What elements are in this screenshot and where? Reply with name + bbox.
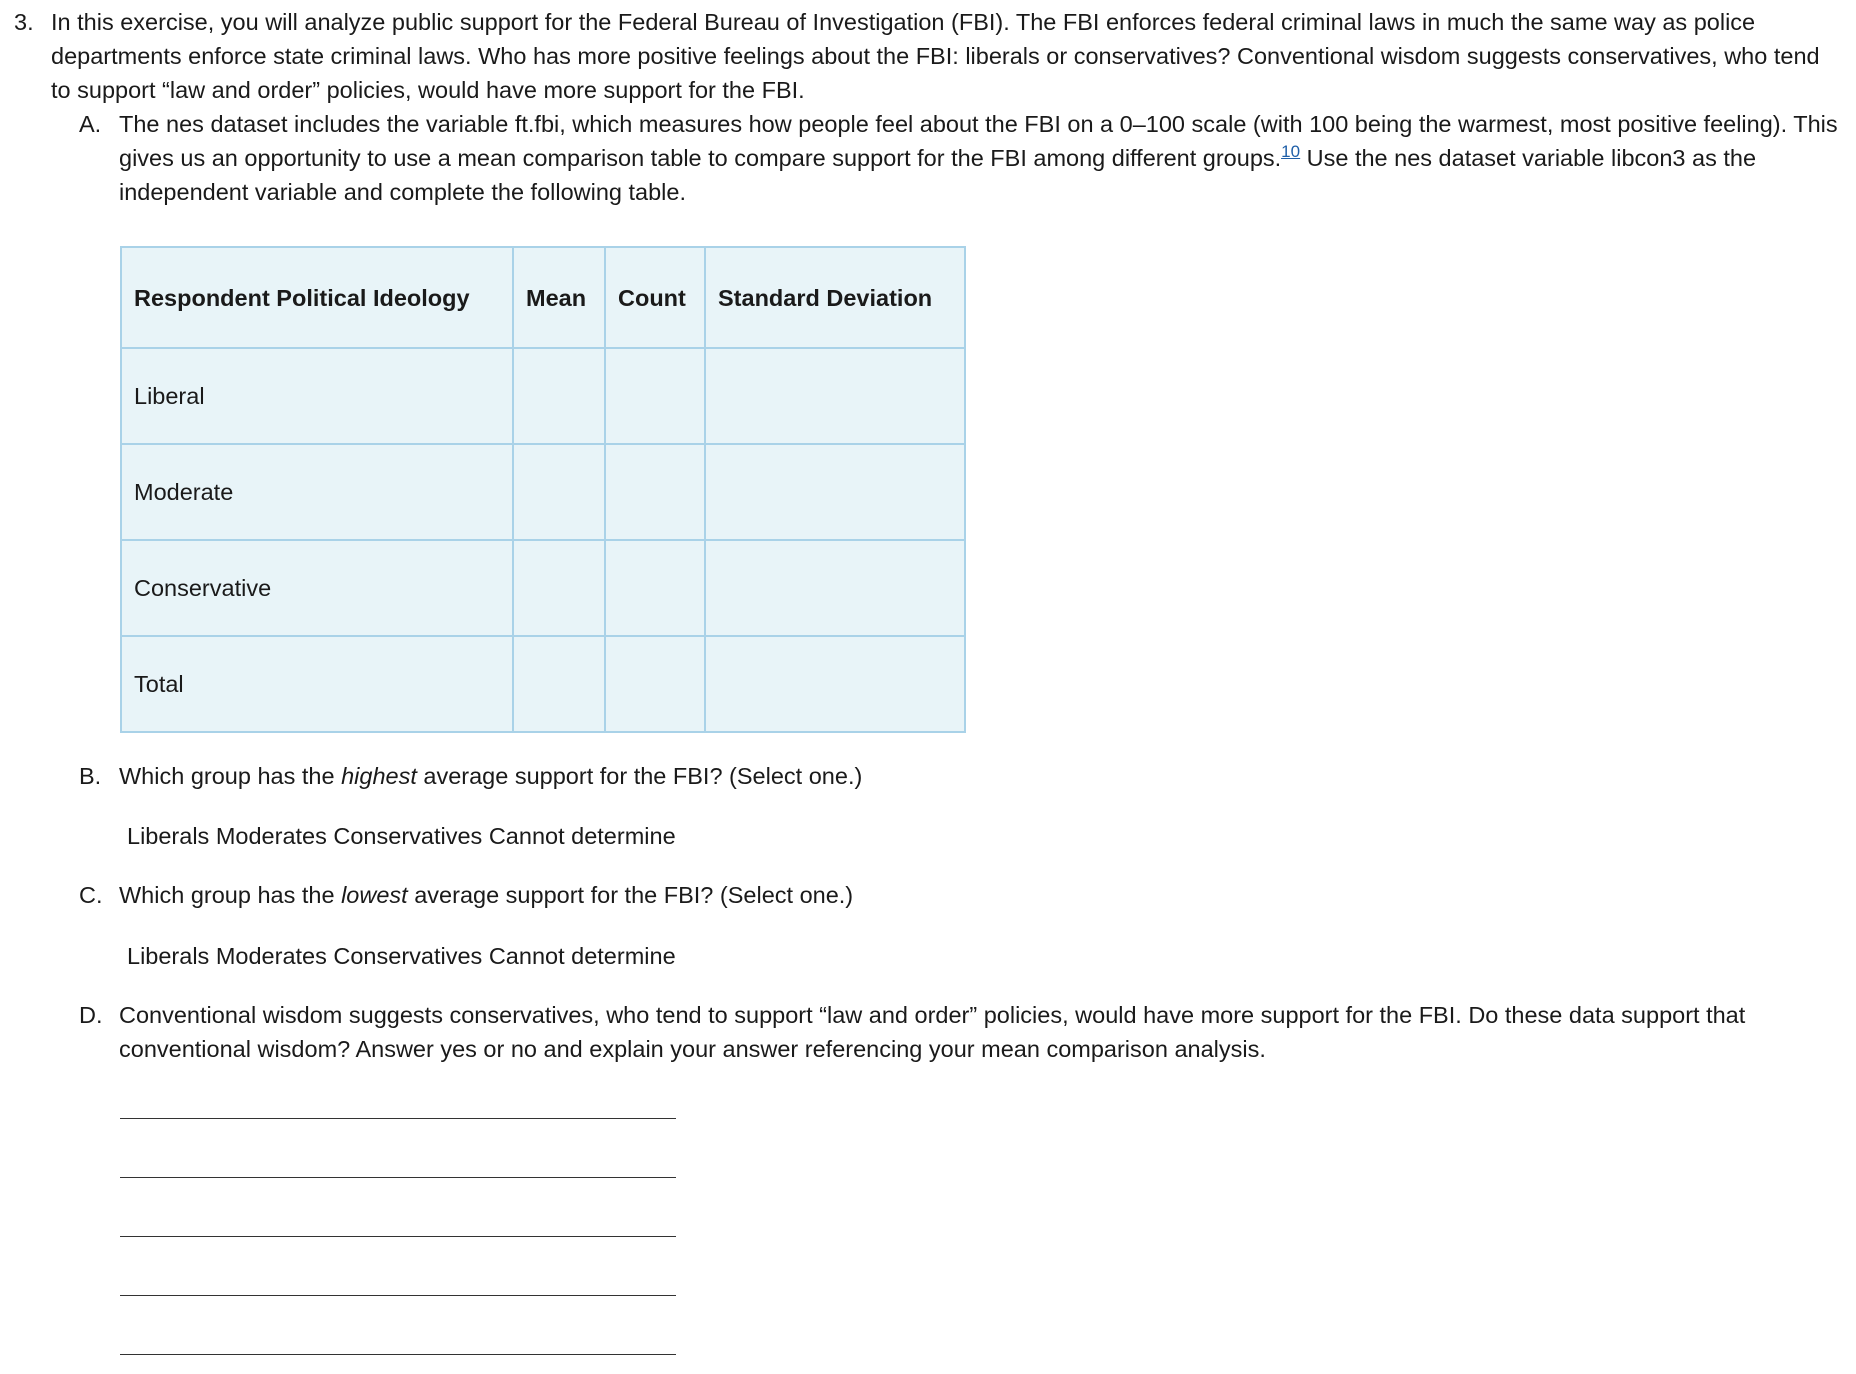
option-liberals[interactable]: Liberals xyxy=(127,823,210,849)
part-c-letter: C. xyxy=(79,882,103,908)
table-row-total xyxy=(121,636,965,732)
cell-sd-conservative[interactable] xyxy=(705,540,965,636)
cell-sd-liberal[interactable] xyxy=(705,348,965,444)
part-a-text-before: The nes dataset includes the variable ft.fbi, which measures how people feel about the FBI on a 0–100 scale (with 100 being the warmest, most positive feeling). This gives us an opportunity to use a mean comparison table to compare support for the FBI among different groups. xyxy=(119,111,1838,171)
part-b-prefix: Which group has the xyxy=(119,763,342,789)
header-standard-deviation: Standard Deviation xyxy=(705,247,965,348)
part-c-options xyxy=(127,939,676,973)
footnote-number[interactable]: 10 xyxy=(1281,142,1301,161)
cell-count-moderate[interactable] xyxy=(605,444,705,540)
table-header-row xyxy=(121,247,965,348)
answer-line[interactable] xyxy=(120,1118,676,1119)
table-row-moderate xyxy=(121,444,965,540)
part-c-emphasis: lowest xyxy=(341,882,408,908)
option-moderates[interactable]: Moderates xyxy=(215,823,327,849)
part-a-letter: A. xyxy=(79,111,102,137)
row-label: Moderate xyxy=(121,444,513,540)
part-c-prefix: Which group has the xyxy=(119,882,342,908)
part-d-text: Conventional wisdom suggests conservatives, who tend to support “law and order” policies, would have more support for the FBI. Do these data support that conventional wisdom? Answer yes or no and explain your answer referencing your mean comparison analysis. xyxy=(119,1002,1746,1062)
part-d-letter: D. xyxy=(79,1002,103,1028)
cell-count-conservative[interactable] xyxy=(605,540,705,636)
option-cannot-determine[interactable]: Cannot determine xyxy=(488,943,676,969)
option-moderates[interactable]: Moderates xyxy=(215,943,327,969)
table-row-conservative xyxy=(121,540,965,636)
header-mean: Mean xyxy=(513,247,605,348)
row-label: Conservative xyxy=(121,540,513,636)
cell-mean-liberal[interactable] xyxy=(513,348,605,444)
part-d xyxy=(79,998,1849,1066)
answer-line[interactable] xyxy=(120,1177,676,1178)
table-row-liberal xyxy=(121,348,965,444)
mean-comparison-table xyxy=(120,246,966,733)
cell-sd-moderate[interactable] xyxy=(705,444,965,540)
row-label: Total xyxy=(121,636,513,732)
row-label: Liberal xyxy=(121,348,513,444)
question-3 xyxy=(14,5,1844,107)
cell-count-liberal[interactable] xyxy=(605,348,705,444)
part-a-text-after: Use the nes dataset variable libcon3 as the independent variable and complete the following table. xyxy=(119,145,1757,205)
header-ideology: Respondent Political Ideology xyxy=(121,247,513,348)
cell-mean-moderate[interactable] xyxy=(513,444,605,540)
cell-mean-conservative[interactable] xyxy=(513,540,605,636)
part-c-text xyxy=(119,878,1849,912)
header-count: Count xyxy=(605,247,705,348)
answer-line[interactable] xyxy=(120,1236,676,1237)
part-b-text xyxy=(119,759,1849,793)
cell-count-total[interactable] xyxy=(605,636,705,732)
option-conservatives[interactable]: Conservatives xyxy=(333,943,483,969)
answer-line[interactable] xyxy=(120,1295,676,1296)
cell-sd-total[interactable] xyxy=(705,636,965,732)
part-b xyxy=(79,759,1849,793)
footnote-link[interactable] xyxy=(1281,142,1300,161)
part-a xyxy=(79,107,1849,209)
part-b-suffix: average support for the FBI? (Select one.) xyxy=(416,763,863,789)
part-b-options xyxy=(127,819,676,853)
option-cannot-determine[interactable]: Cannot determine xyxy=(488,823,676,849)
option-conservatives[interactable]: Conservatives xyxy=(333,823,483,849)
part-a-text xyxy=(119,107,1849,209)
question-number: 3. xyxy=(14,9,34,35)
option-liberals[interactable]: Liberals xyxy=(127,943,210,969)
part-b-emphasis: highest xyxy=(341,763,417,789)
part-c xyxy=(79,878,1849,912)
answer-line[interactable] xyxy=(120,1354,676,1355)
part-c-suffix: average support for the FBI? (Select one.) xyxy=(407,882,854,908)
cell-mean-total[interactable] xyxy=(513,636,605,732)
question-text: In this exercise, you will analyze public support for the Federal Bureau of Investigation (FBI). The FBI enforces federal criminal laws in much the same way as police departments enforce state criminal laws. Who has more positive feelings about the FBI: liberals or conservatives? Conventional wisdom suggests conservatives, who tend to support “law and order” policies, would have more support for the FBI. xyxy=(51,9,1820,103)
part-b-letter: B. xyxy=(79,763,102,789)
